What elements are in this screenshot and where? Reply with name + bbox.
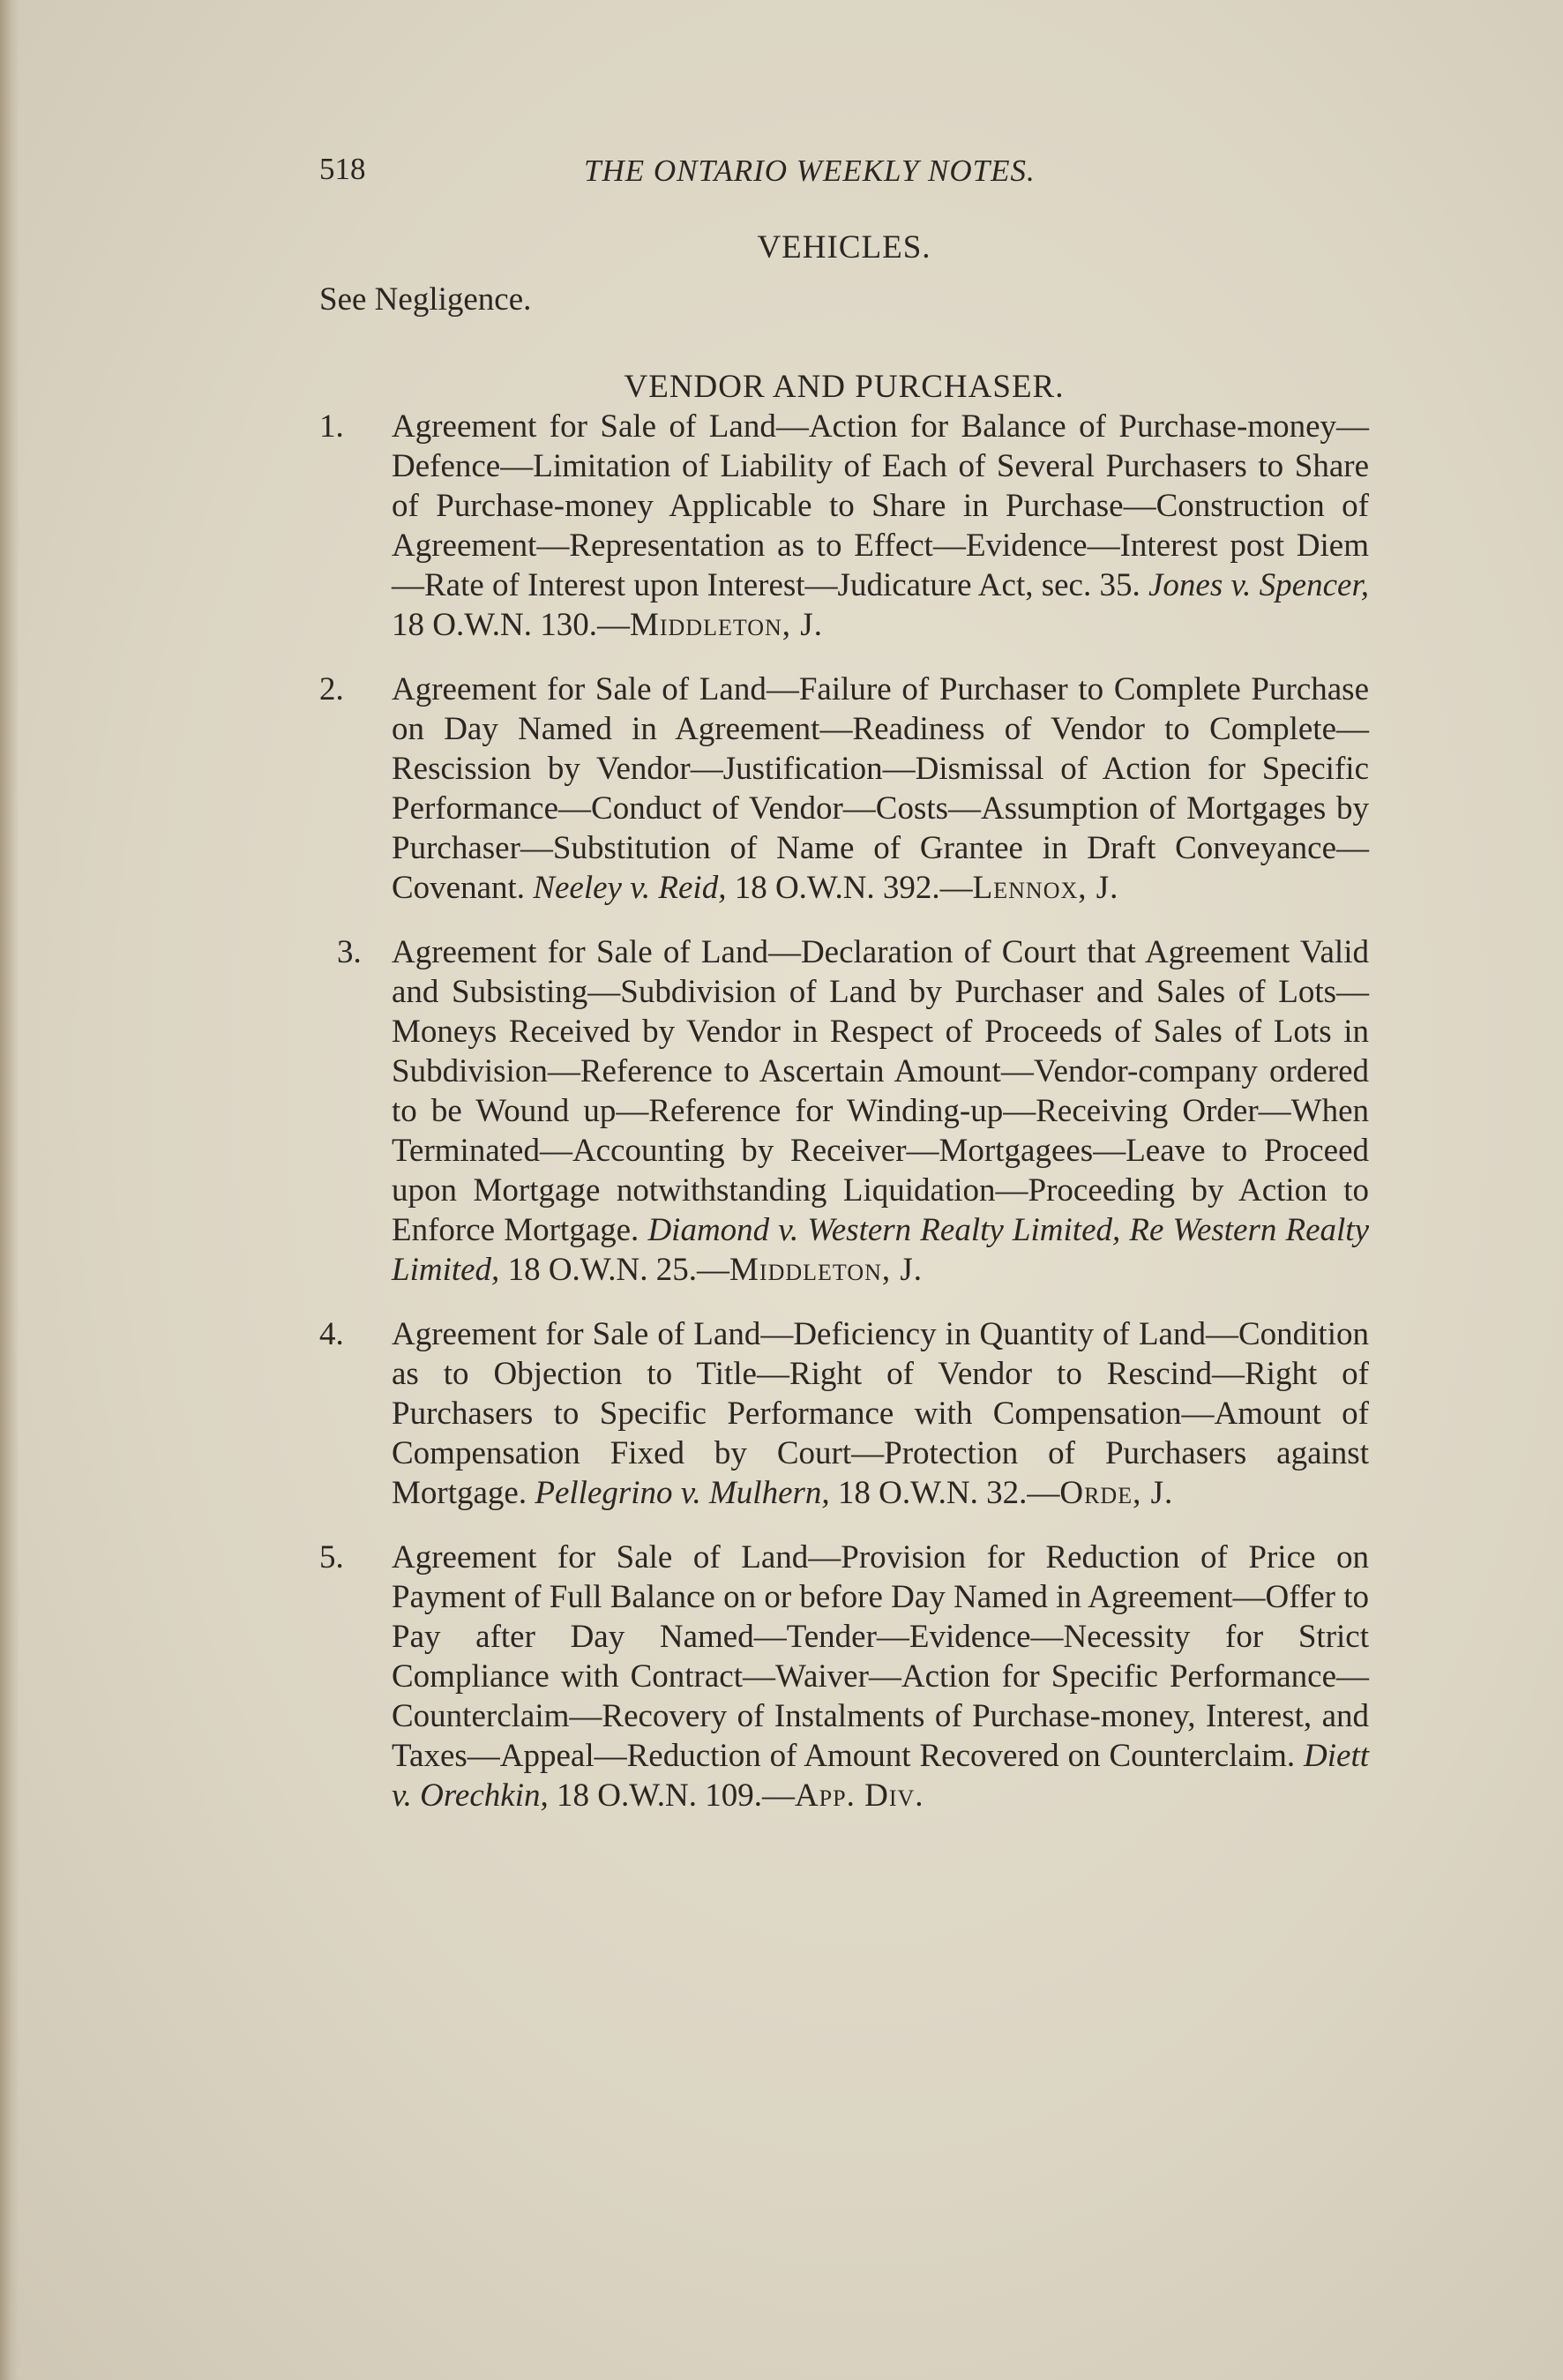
citation: 18 O.W.N. 25.— xyxy=(507,1252,730,1288)
digest-entry-5 xyxy=(319,1538,1369,1815)
judge: Orde, J. xyxy=(1059,1475,1174,1511)
section-heading-vehicles: VEHICLES. xyxy=(757,229,931,266)
page-header xyxy=(319,152,1113,196)
case-name: Diamond v. Western Realty Limited, Re Western Realty Limited, xyxy=(392,1212,1369,1288)
digest-entry-2 xyxy=(319,670,1369,908)
running-title: THE ONTARIO WEEKLY NOTES. xyxy=(584,153,1036,188)
entry-number: 3. xyxy=(337,934,362,970)
judge: Middleton, J. xyxy=(729,1252,924,1288)
entry-number: 5. xyxy=(319,1539,344,1575)
entry-number: 2. xyxy=(319,671,344,707)
page-content xyxy=(319,228,1369,1815)
case-name: Jones v. Spencer, xyxy=(1148,567,1369,603)
citation: 18 O.W.N. 130.— xyxy=(392,607,630,643)
citation: 18 O.W.N. 32.— xyxy=(837,1475,1060,1511)
citation: 18 O.W.N. 109.— xyxy=(556,1778,795,1814)
entry-text: Agreement for Sale of Land—Provision for Reduction of Price on Payment of Full Balance on or before Day Named in Agreement—Offer to Pay after Day Named—Tender—Evidence—Necessity for Strict Compliance with Contract—Waiver—Action for Specific Performance—Counterclaim—Recovery of Instalments of Purchase-money, Interest, and Taxes—Appeal—Reduction of Amount Recovered on Counterclaim. xyxy=(392,1539,1369,1774)
entry-number: 4. xyxy=(319,1316,344,1352)
digest-entry-4 xyxy=(319,1314,1369,1513)
judge: Lennox, J. xyxy=(972,870,1119,906)
citation: 18 O.W.N. 392.— xyxy=(734,870,973,906)
case-name: Pellegrino v. Mulhern, xyxy=(535,1475,830,1511)
section-heading-vendor-and-purchaser: VENDOR AND PURCHASER. xyxy=(624,369,1065,405)
digest-entry-1 xyxy=(319,407,1369,645)
entry-text: Agreement for Sale of Land—Action for Balance of Purchase-money—Defence—Limitation of Liability of Each of Several Purchasers to Share of Purchase-money Applicable to Share in Purchase—Construction of Agreement—Representation as to Effect—Evidence—Interest post Diem—Rate of Interest upon Interest—Judicature Act, sec. 35. xyxy=(392,408,1369,603)
entry-text: Agreement for Sale of Land—Failure of Purchaser to Complete Purchase on Day Named in Agreement—Readiness of Vendor to Complete—Rescission by Vendor—Justification—Dismissal of Action for Specific Performance—Conduct of Vendor—Costs—Assumption of Mortgages by Purchaser—Substitution of Name of Grantee in Draft Conveyance—Covenant. xyxy=(392,671,1369,906)
entry-text: Agreement for Sale of Land—Declaration of Court that Agreement Valid and Subsisting—Subdivision of Land by Purchaser and Sales of Lots—Moneys Received by Vendor in Respect of Proceeds of Sales of Lots in Subdivision—Reference to Ascertain Amount—Vendor-company ordered to be Wound up—Reference for Winding-up—Receiving Order—When Terminated—Accounting by Receiver—Mortgagees—Leave to Proceed upon Mortgage notwithstanding Liquidation—Proceeding by Action to Enforce Mortgage. xyxy=(392,934,1369,1248)
case-name: Diett v. Orechkin, xyxy=(392,1738,1369,1814)
entry-number: 1. xyxy=(319,408,344,445)
case-name: Neeley v. Reid, xyxy=(533,870,727,906)
cross-reference: See Negligence. xyxy=(319,281,532,318)
book-spine-shadow xyxy=(0,0,19,2380)
entry-text: Agreement for Sale of Land—Deficiency in Quantity of Land—Condition as to Objection to Title—Right of Vendor to Rescind—Right of Purchasers to Specific Performance with Compensation—Amount of Compensation Fixed by Court—Protection of Purchasers against Mortgage. xyxy=(392,1316,1369,1511)
judge: App. Div. xyxy=(794,1778,924,1814)
judge: Middleton, J. xyxy=(629,607,823,643)
digest-entry-3 xyxy=(319,932,1369,1290)
page-number: 518 xyxy=(319,152,366,186)
